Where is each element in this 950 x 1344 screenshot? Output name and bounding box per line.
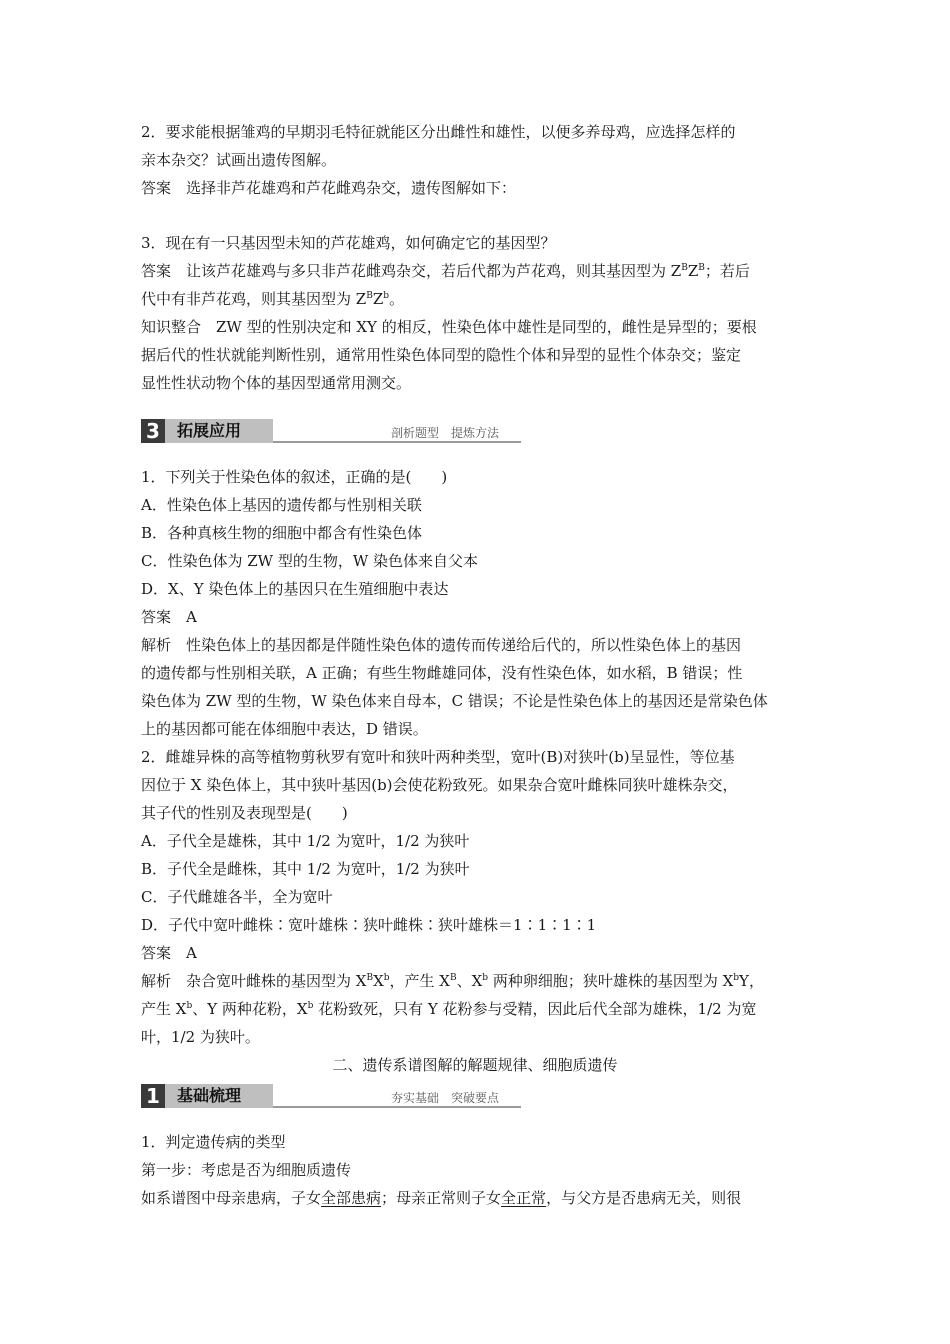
q3-line1: 3．现在有一只基因型未知的芦花雄鸡，如何确定它的基因型？ — [141, 234, 556, 252]
ex2-stem-1: 2．雌雄异株的高等植物剪秋罗有宽叶和狭叶两种类型，宽叶(B)对狭叶(b)呈显性，等位基 — [141, 748, 735, 766]
summary-line3: 显性性状动物个体的基因型通常用测交。 — [141, 374, 412, 392]
q3-answer-line1: 答案 让该芦花雄鸡与多只非芦花雌鸡杂交，若后代都为芦花鸡，则其基因型为 $Z^BZ^B$；若后 — [141, 262, 750, 280]
section-title: 拓展应用 — [177, 421, 242, 440]
ex1-option-c: C．性染色体为 ZW 型的生物，W 染色体来自父本 — [141, 552, 479, 570]
q2-answer: 答案 选择非芦花雄鸡和芦花雌鸡杂交，遗传图解如下： — [141, 179, 517, 197]
basics-line3: 如系谱图中母亲患病，子女全部患病；母亲正常则子女全正常，与父方是否患病无关，则很 — [141, 1189, 742, 1207]
ex1-stem: 1．下列关于性染色体的叙述，正确的是( ) — [141, 468, 448, 486]
section-rule — [273, 441, 521, 443]
ex1-explanation-3: 染色体为 ZW 型的生物，W 染色体来自母本，C 错误；不论是性染色体上的基因还是常染色体 — [141, 692, 768, 710]
ex1-explanation-1: 解析 性染色体上的基因都是伴随性染色体的遗传而传递给后代的，所以性染色体上的基因 — [141, 636, 742, 654]
ex2-option-c: C．子代雌雄各半，全为宽叶 — [141, 888, 333, 906]
section-subtitle: 剖析题型 提炼方法 — [391, 426, 500, 440]
section-banner-basics — [141, 1084, 521, 1110]
ex2-explanation-3: 叶，1/2 为狭叶。 — [141, 1028, 260, 1046]
ex2-explanation-2: 产生 $X^b$、Y 两种花粉，$X^b$ 花粉致死，只有 Y 花粉参与受精，因此后代全部为雄株，1/2 为宽 — [141, 1000, 757, 1018]
section-rule — [273, 1106, 521, 1108]
summary-line2: 据后代的性状就能判断性别，通常用性染色体同型的隐性个体和异型的显性个体杂交；鉴定 — [141, 346, 742, 364]
ex1-explanation-2: 的遗传都与性别相关联，A 正确；有些生物雌雄同体，没有性染色体，如水稻，B 错误；性 — [141, 664, 743, 682]
ex2-explanation-1: 解析 杂合宽叶雌株的基因型为 $X^BX^b$，产生 $X^B$、$X^b$ 两种卵细胞；狭叶雄株的基因型为 $X^bY$， — [141, 972, 764, 990]
q2-line2: 亲本杂交？试画出遗传图解。 — [141, 151, 337, 169]
ex1-explanation-4: 上的基因都可能在体细胞中表达，D 错误。 — [141, 720, 428, 738]
section-title-bar — [165, 419, 273, 443]
section-number-badge: 1 — [141, 1084, 165, 1108]
section-subtitle: 夯实基础 突破要点 — [391, 1091, 500, 1105]
ex1-option-b: B．各种真核生物的细胞中都含有性染色体 — [141, 524, 423, 542]
underlined-answer: 全部患病 — [321, 1189, 382, 1207]
underlined-answer: 全正常 — [501, 1189, 547, 1207]
ex2-answer: 答案 A — [141, 944, 197, 962]
section-number-badge: 3 — [141, 419, 165, 443]
ex2-option-b: B．子代全是雌株，其中 1/2 为宽叶，1/2 为狭叶 — [141, 860, 470, 878]
basics-line1: 1．判定遗传病的类型 — [141, 1133, 286, 1151]
section-title: 基础梳理 — [177, 1086, 242, 1105]
ex2-option-a: A．子代全是雄株，其中 1/2 为宽叶，1/2 为狭叶 — [141, 832, 470, 850]
q3-answer-line2: 代中有非芦花鸡，则其基因型为 $Z^BZ^b$。 — [141, 290, 405, 308]
ex2-option-d: D．子代中宽叶雌株∶宽叶雄株∶狭叶雌株∶狭叶雄株＝1∶1∶1∶1 — [141, 916, 597, 934]
ex2-stem-3: 其子代的性别及表现型是( ) — [141, 804, 348, 822]
basics-line2: 第一步：考虑是否为细胞质遗传 — [141, 1161, 352, 1179]
section-title-bar — [165, 1084, 273, 1108]
ex2-stem-2: 因位于 X 染色体上，其中狭叶基因(b)会使花粉致死。如果杂合宽叶雌株同狭叶雄株杂交， — [141, 776, 738, 794]
summary-line1: 知识整合 ZW 型的性别决定和 XY 的相反，性染色体中雄性是同型的，雌性是异型的；要根 — [141, 318, 757, 336]
q2-line1: 2．要求能根据雏鸡的早期羽毛特征就能区分出雌性和雄性，以便多养母鸡，应选择怎样的 — [141, 123, 736, 141]
ex1-answer: 答案 A — [141, 608, 197, 626]
section-banner-extend — [141, 419, 521, 445]
ex1-option-d: D．X、Y 染色体上的基因只在生殖细胞中表达 — [141, 580, 449, 598]
ex1-option-a: A．性染色体上基因的遗传都与性别相关联 — [141, 496, 422, 514]
section-2-title: 二、遗传系谱图解的解题规律、细胞质遗传 — [332, 1056, 618, 1074]
